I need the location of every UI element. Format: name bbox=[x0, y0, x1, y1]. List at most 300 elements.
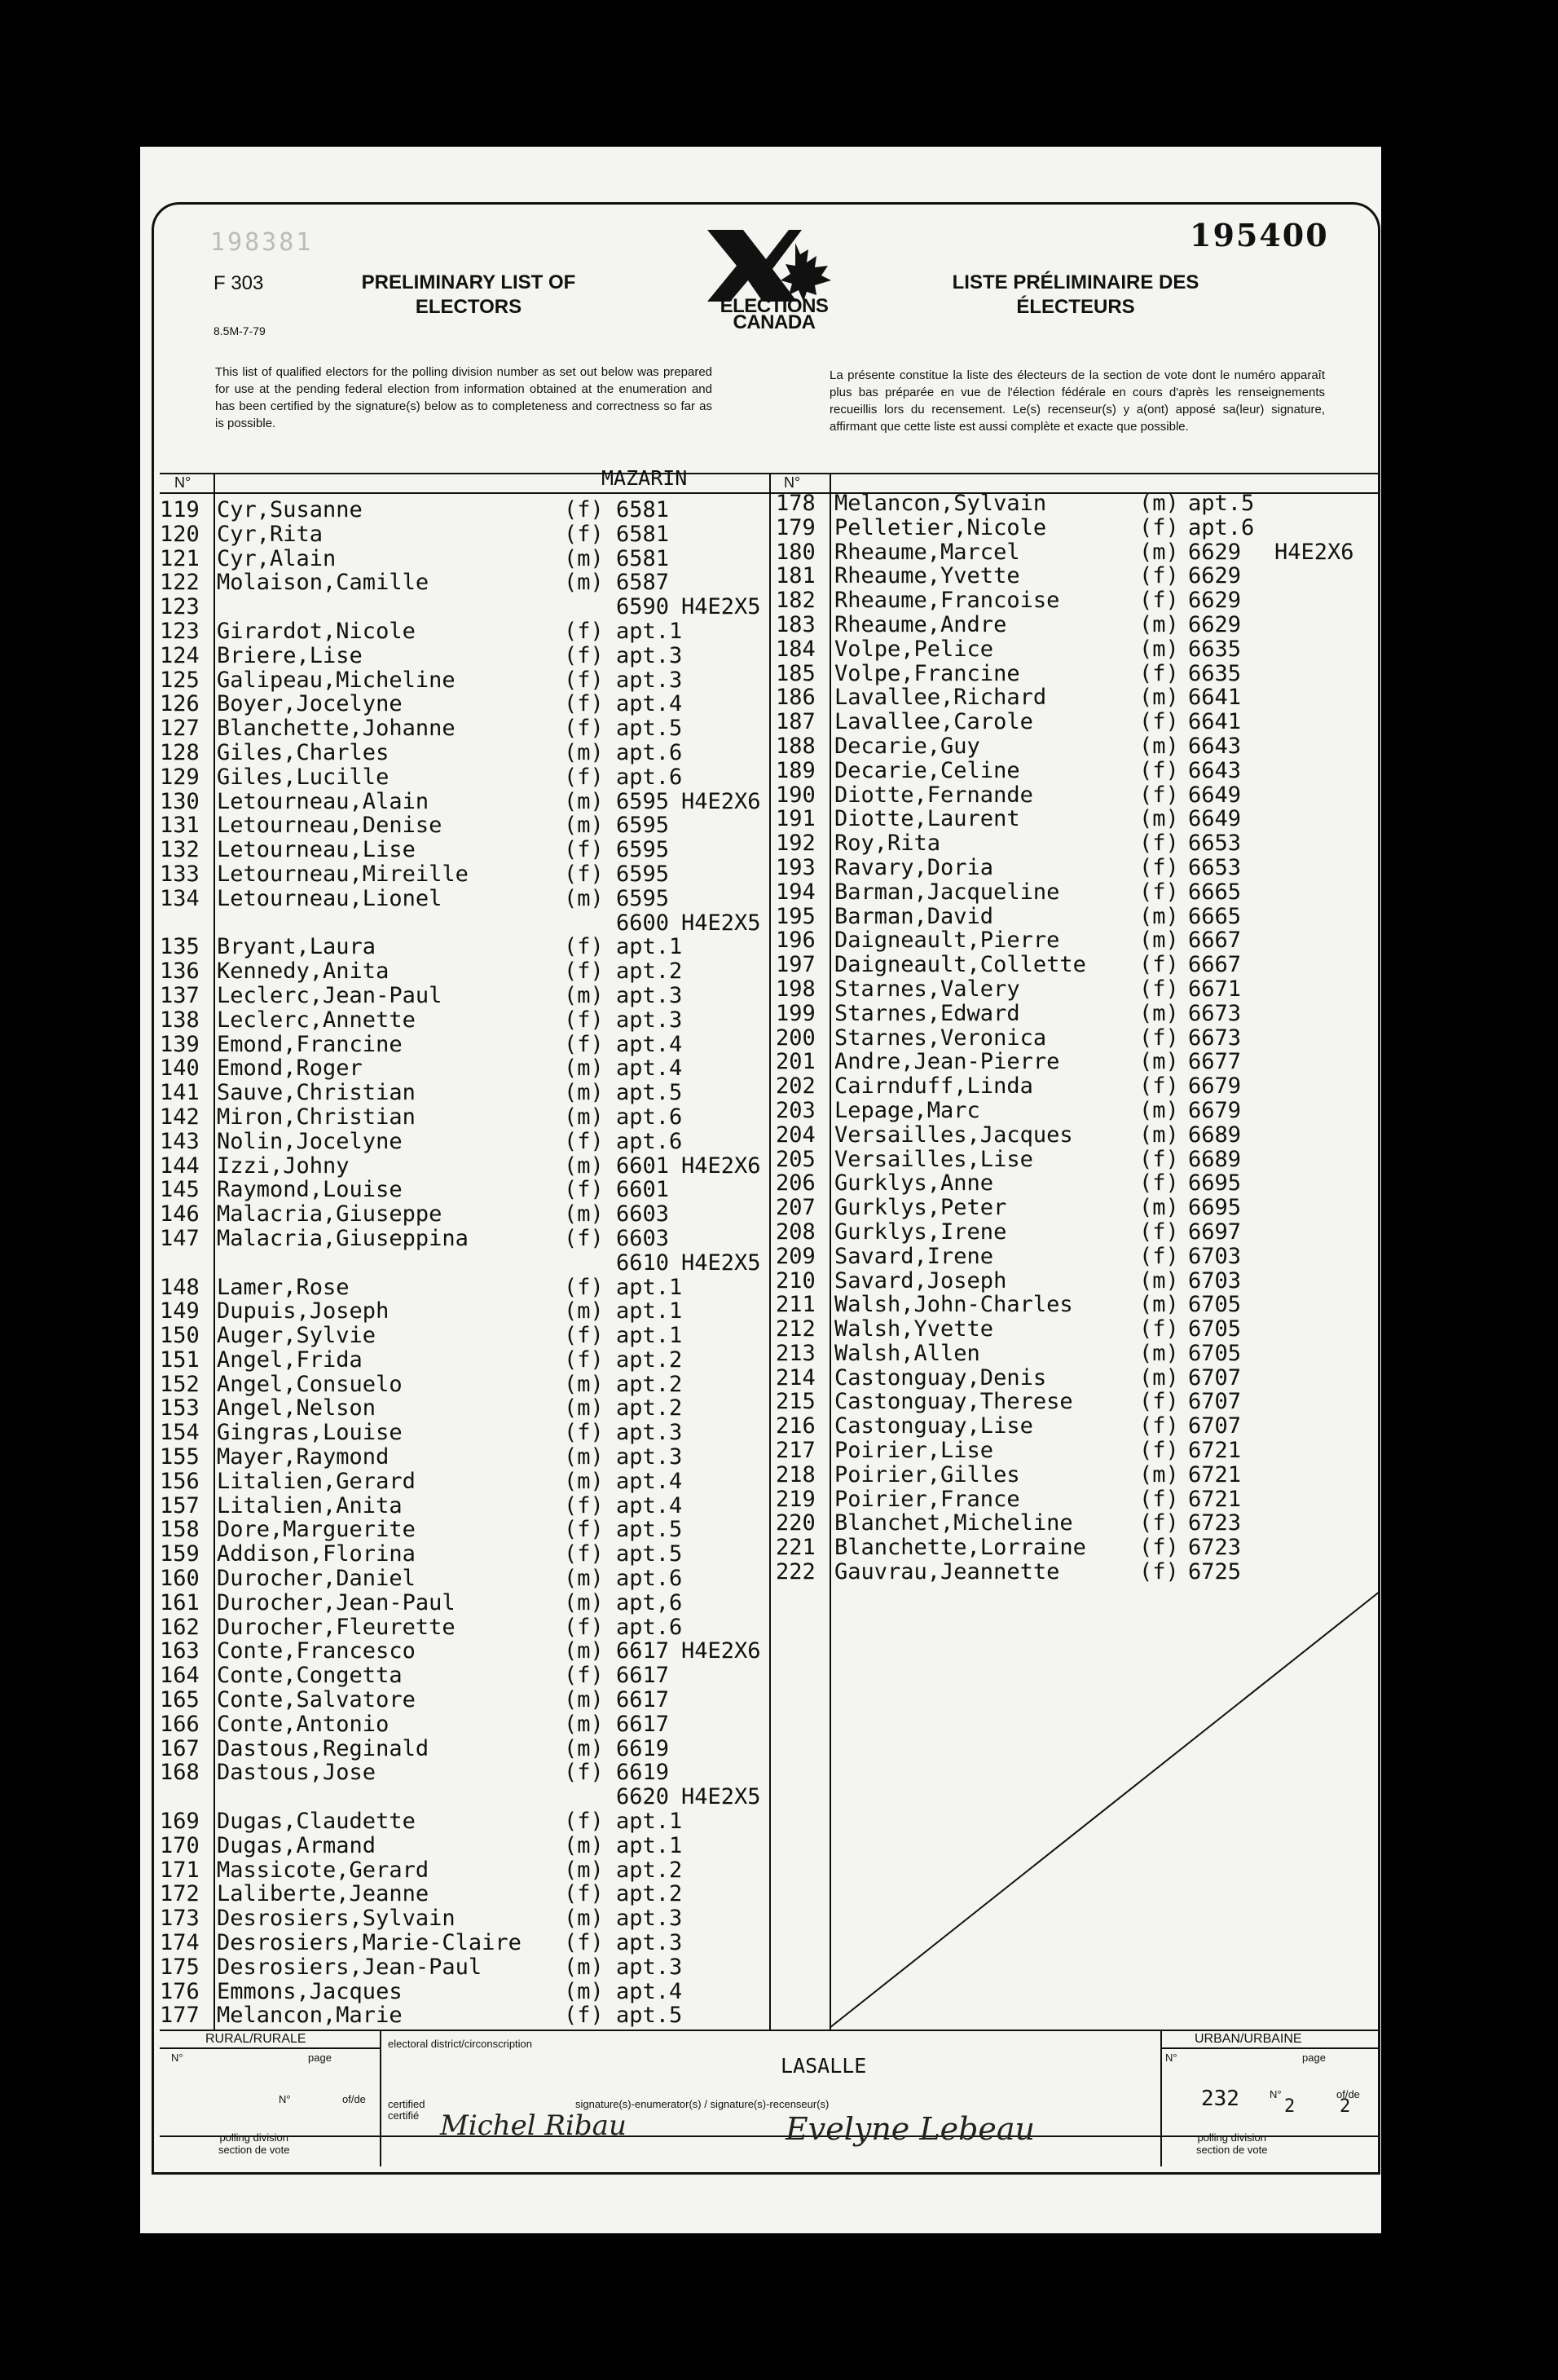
elector-number: 144 bbox=[160, 1153, 200, 1179]
elector-sex: (f) bbox=[564, 1274, 604, 1300]
footer-top-rule bbox=[160, 2030, 1380, 2031]
elector-sex: (m) bbox=[564, 1566, 604, 1592]
elector-row bbox=[776, 880, 1379, 905]
elector-address: 6581 bbox=[616, 497, 670, 522]
elector-sex: (m) bbox=[564, 1711, 604, 1737]
elector-sex: (f) bbox=[564, 1517, 604, 1543]
elector-name: Cyr,Rita bbox=[217, 521, 323, 547]
elector-sex: (m) bbox=[564, 1298, 604, 1324]
elector-name: Volpe,Pelice bbox=[834, 636, 994, 662]
elector-number: 182 bbox=[776, 588, 816, 614]
elector-number: 134 bbox=[160, 885, 200, 911]
elector-address: apt.6 bbox=[616, 764, 683, 790]
elector-row bbox=[160, 1154, 769, 1179]
elector-row bbox=[776, 1148, 1379, 1172]
elector-name: Dupuis,Joseph bbox=[217, 1298, 390, 1324]
elector-address: 6641 bbox=[1188, 685, 1242, 711]
elector-address: 6721 bbox=[1188, 1461, 1242, 1488]
elector-number: 191 bbox=[776, 806, 816, 832]
elector-number: 166 bbox=[160, 1711, 200, 1737]
elector-sex: (f) bbox=[564, 1225, 604, 1251]
elector-number: 171 bbox=[160, 1857, 200, 1883]
elector-sex: (f) bbox=[564, 837, 604, 863]
elector-address: 6653 bbox=[1188, 831, 1242, 857]
logo-wordmark: ELECTIONS CANADA bbox=[720, 295, 829, 333]
elector-name: Barman,Jacqueline bbox=[834, 879, 1060, 905]
elector-sex: (f) bbox=[564, 497, 604, 522]
elector-sex: (m) bbox=[1139, 491, 1179, 516]
elector-number: 190 bbox=[776, 782, 816, 808]
elector-number: 221 bbox=[776, 1535, 816, 1561]
elector-number: 193 bbox=[776, 854, 816, 880]
elector-row bbox=[160, 959, 769, 984]
elector-row bbox=[776, 831, 1379, 856]
elector-number: 173 bbox=[160, 1906, 200, 1932]
elector-name: Lavallee,Carole bbox=[834, 709, 1033, 735]
elector-row bbox=[160, 2003, 769, 2028]
elector-row bbox=[160, 1567, 769, 1591]
elector-row bbox=[160, 716, 769, 741]
elector-number: 222 bbox=[776, 1559, 816, 1585]
elector-row bbox=[776, 1414, 1379, 1439]
elector-name: Versailles,Jacques bbox=[834, 1122, 1073, 1148]
elector-sex: (f) bbox=[1139, 952, 1179, 978]
elector-address: 6705 bbox=[1188, 1316, 1242, 1342]
elector-number: 192 bbox=[776, 831, 816, 857]
elector-number: 216 bbox=[776, 1413, 816, 1439]
elector-name: Giles,Lucille bbox=[217, 764, 390, 790]
elector-row bbox=[160, 1396, 769, 1421]
elector-name: Litalien,Gerard bbox=[217, 1468, 416, 1494]
elector-name: Barman,David bbox=[834, 903, 994, 929]
elector-address: apt.6 bbox=[616, 1128, 683, 1154]
postal-code: H4E2X6 bbox=[1274, 539, 1354, 565]
elector-address: 6617 bbox=[616, 1638, 670, 1664]
elector-row bbox=[776, 977, 1379, 1002]
elector-address: 6619 bbox=[616, 1760, 670, 1786]
elector-address: apt.3 bbox=[616, 667, 683, 693]
elector-number: 120 bbox=[160, 521, 200, 547]
street-name: MAZARIN bbox=[601, 466, 688, 490]
district-value: LASALLE bbox=[781, 2054, 867, 2078]
elector-name: Nolin,Jocelyne bbox=[217, 1128, 403, 1154]
elector-name: Molaison,Camille bbox=[217, 570, 429, 596]
elector-address: apt.3 bbox=[616, 1420, 683, 1446]
elector-row bbox=[776, 734, 1379, 759]
elector-row bbox=[160, 1299, 769, 1324]
elector-number: 168 bbox=[160, 1760, 200, 1786]
signature-2: Evelyne Lebeau bbox=[786, 2111, 1036, 2147]
elector-address: 6695 bbox=[1188, 1195, 1242, 1221]
elector-sex: (f) bbox=[1139, 1559, 1179, 1585]
elector-row bbox=[776, 1511, 1379, 1536]
rural-of-label: of/de bbox=[342, 2093, 366, 2105]
elector-row bbox=[776, 905, 1379, 929]
right-electors-list bbox=[776, 491, 1379, 1584]
right-no-header: N° bbox=[784, 474, 801, 491]
elector-row bbox=[776, 1342, 1379, 1366]
elector-name: Diotte,Laurent bbox=[834, 806, 1020, 832]
elector-number: 200 bbox=[776, 1025, 816, 1051]
elector-name: Blanchette,Johanne bbox=[217, 716, 456, 742]
elector-number: 207 bbox=[776, 1195, 816, 1221]
void-diagonal bbox=[830, 1589, 1380, 2030]
elector-row bbox=[776, 759, 1379, 783]
elector-number: 155 bbox=[160, 1444, 200, 1470]
elector-row bbox=[776, 1196, 1379, 1220]
elector-row bbox=[776, 1439, 1379, 1463]
elector-address: 6629 bbox=[1188, 588, 1242, 614]
elector-sex: (m) bbox=[1139, 1292, 1179, 1318]
elector-row bbox=[160, 862, 769, 887]
elector-number: 220 bbox=[776, 1510, 816, 1536]
elector-number: 184 bbox=[776, 636, 816, 662]
elector-address: 6610 bbox=[616, 1250, 670, 1276]
elector-row bbox=[776, 613, 1379, 637]
rural-divider bbox=[380, 2030, 381, 2166]
elector-row bbox=[160, 1130, 769, 1154]
elector-address: 6595 bbox=[616, 861, 670, 887]
elector-sex: (f) bbox=[564, 521, 604, 547]
elector-sex: (f) bbox=[564, 1809, 604, 1835]
elector-sex: (m) bbox=[564, 885, 604, 911]
elector-name: Litalien,Anita bbox=[217, 1492, 403, 1518]
elector-sex: (m) bbox=[564, 1906, 604, 1932]
elector-sex: (f) bbox=[1139, 757, 1179, 783]
rural-rule bbox=[160, 2047, 380, 2049]
elector-name: Briere,Lise bbox=[217, 642, 363, 668]
elector-number: 156 bbox=[160, 1468, 200, 1494]
elector-sex: (f) bbox=[564, 861, 604, 887]
elector-sex: (m) bbox=[564, 1371, 604, 1397]
elector-name: Bryant,Laura bbox=[217, 934, 376, 960]
elector-name: Castonguay,Lise bbox=[834, 1413, 1033, 1439]
elector-row bbox=[776, 1050, 1379, 1074]
elector-number: 163 bbox=[160, 1638, 200, 1664]
elector-name: Lepage,Marc bbox=[834, 1097, 980, 1123]
form-code: F 303 bbox=[213, 272, 264, 294]
elector-row bbox=[776, 1390, 1379, 1414]
elector-address: 6679 bbox=[1188, 1097, 1242, 1123]
elector-row bbox=[160, 1591, 769, 1615]
elector-row bbox=[160, 1105, 769, 1130]
elector-address: apt.4 bbox=[616, 1492, 683, 1518]
elector-name: Versailles,Lise bbox=[834, 1146, 1033, 1172]
elector-sex: (m) bbox=[564, 1056, 604, 1082]
elector-name: Blanchette,Lorraine bbox=[834, 1535, 1086, 1561]
elector-name: Pelletier,Nicole bbox=[834, 514, 1047, 540]
elector-address: 6587 bbox=[616, 570, 670, 596]
elector-address: apt.1 bbox=[616, 1809, 683, 1835]
elector-sex: (f) bbox=[564, 1420, 604, 1446]
elector-row bbox=[776, 1099, 1379, 1123]
elector-row bbox=[160, 1664, 769, 1688]
elector-row bbox=[776, 1245, 1379, 1269]
elector-number: 217 bbox=[776, 1438, 816, 1464]
elector-address: 6590 bbox=[616, 594, 670, 620]
elector-name: Savard,Irene bbox=[834, 1243, 994, 1269]
elector-sex: (m) bbox=[1139, 928, 1179, 954]
elector-address: 6581 bbox=[616, 521, 670, 547]
elector-number: 214 bbox=[776, 1364, 816, 1391]
elector-sex: (m) bbox=[564, 1954, 604, 1980]
elector-address: apt.6 bbox=[1188, 514, 1255, 540]
elector-name: Letourneau,Lise bbox=[217, 837, 416, 863]
elector-row bbox=[776, 637, 1379, 662]
elector-address: 6649 bbox=[1188, 806, 1242, 832]
elector-sex: (m) bbox=[1139, 806, 1179, 832]
elector-address: apt,6 bbox=[616, 1589, 683, 1615]
left-no-header: N° bbox=[174, 474, 191, 491]
elector-row bbox=[160, 1518, 769, 1542]
elector-row bbox=[160, 1276, 769, 1300]
elector-address: 6581 bbox=[616, 545, 670, 571]
elector-sex: (f) bbox=[1139, 1389, 1179, 1415]
elector-number: 128 bbox=[160, 739, 200, 765]
elector-address: 6620 bbox=[616, 1784, 670, 1810]
elector-sex: (f) bbox=[564, 764, 604, 790]
elector-address: 6703 bbox=[1188, 1243, 1242, 1269]
elector-number: 172 bbox=[160, 1881, 200, 1907]
elector-number: 140 bbox=[160, 1056, 200, 1082]
elector-name: Starnes,Veronica bbox=[834, 1025, 1047, 1051]
elector-address: 6673 bbox=[1188, 1025, 1242, 1051]
elector-address: 6689 bbox=[1188, 1146, 1242, 1172]
elector-name: Cyr,Susanne bbox=[217, 497, 363, 522]
elector-address: 6617 bbox=[616, 1663, 670, 1689]
elector-number: 153 bbox=[160, 1395, 200, 1421]
elector-address: 6643 bbox=[1188, 757, 1242, 783]
urban-rule bbox=[1160, 2047, 1380, 2049]
elector-row bbox=[776, 516, 1379, 540]
elector-row bbox=[160, 1955, 769, 1980]
elector-sex: (m) bbox=[564, 545, 604, 571]
elector-row bbox=[160, 1688, 769, 1712]
elector-name: Dugas,Armand bbox=[217, 1832, 376, 1858]
elector-address: apt.1 bbox=[616, 1832, 683, 1858]
elector-name: Gauvrau,Jeannette bbox=[834, 1559, 1060, 1585]
elector-address: apt.2 bbox=[616, 959, 683, 985]
serial-number: 195400 bbox=[1190, 217, 1329, 253]
rural-polling-label: polling division section de vote bbox=[218, 2131, 290, 2156]
elector-row bbox=[776, 588, 1379, 613]
elector-sex: (m) bbox=[564, 1687, 604, 1713]
elector-row bbox=[160, 644, 769, 668]
elector-name: Raymond,Louise bbox=[217, 1177, 403, 1203]
elector-row bbox=[776, 1536, 1379, 1560]
elector-number: 132 bbox=[160, 837, 200, 863]
elector-address: 6707 bbox=[1188, 1389, 1242, 1415]
elector-address: 6703 bbox=[1188, 1267, 1242, 1294]
elector-address: 6595 bbox=[616, 788, 670, 814]
elector-row bbox=[776, 710, 1379, 734]
elector-row bbox=[160, 838, 769, 862]
elector-row bbox=[776, 1463, 1379, 1488]
postal-code: H4E2X6 bbox=[681, 1153, 761, 1179]
elector-number: 136 bbox=[160, 959, 200, 985]
elector-address: 6679 bbox=[1188, 1073, 1242, 1100]
elector-row bbox=[776, 662, 1379, 686]
elector-address: 6653 bbox=[1188, 854, 1242, 880]
elector-row bbox=[160, 1615, 769, 1640]
elector-address: apt.5 bbox=[616, 1517, 683, 1543]
elector-name: Emond,Roger bbox=[217, 1056, 363, 1082]
elector-row bbox=[776, 1488, 1379, 1512]
elector-sex: (f) bbox=[564, 1007, 604, 1033]
elector-number: 149 bbox=[160, 1298, 200, 1324]
elector-name: Conte,Francesco bbox=[217, 1638, 416, 1664]
elector-sex: (m) bbox=[564, 1978, 604, 2004]
elector-number: 141 bbox=[160, 1080, 200, 1106]
elector-name: Giles,Charles bbox=[217, 739, 390, 765]
urban-divider bbox=[1160, 2030, 1162, 2166]
elector-address: apt.3 bbox=[616, 642, 683, 668]
elector-row bbox=[160, 741, 769, 765]
elector-sex: (m) bbox=[564, 1832, 604, 1858]
elector-sex: (m) bbox=[1139, 1461, 1179, 1488]
elector-name: Galipeau,Micheline bbox=[217, 667, 456, 693]
elector-number: 204 bbox=[776, 1122, 816, 1148]
elector-name: Letourneau,Alain bbox=[217, 788, 429, 814]
elector-row bbox=[160, 1056, 769, 1081]
elector-row bbox=[776, 1293, 1379, 1317]
elector-name: Gingras,Louise bbox=[217, 1420, 403, 1446]
elector-sex: (f) bbox=[564, 1663, 604, 1689]
elector-name: Massicote,Gerard bbox=[217, 1857, 429, 1883]
elector-address: 6600 bbox=[616, 910, 670, 936]
elector-row bbox=[160, 522, 769, 547]
elector-address: apt.4 bbox=[616, 1468, 683, 1494]
elector-address: 6603 bbox=[616, 1201, 670, 1227]
elector-address: 6595 bbox=[616, 885, 670, 911]
elector-number: 119 bbox=[160, 497, 200, 522]
elector-sex: (f) bbox=[1139, 563, 1179, 589]
bleed-through-number: 198381 bbox=[210, 228, 314, 257]
elector-name: Letourneau,Mireille bbox=[217, 861, 469, 887]
elector-row bbox=[160, 887, 769, 911]
elector-number: 178 bbox=[776, 491, 816, 516]
elector-sex: (f) bbox=[564, 1031, 604, 1057]
elector-number: 154 bbox=[160, 1420, 200, 1446]
elector-name: Castonguay,Therese bbox=[834, 1389, 1073, 1415]
elector-address: apt.5 bbox=[616, 1080, 683, 1106]
elector-address: apt.2 bbox=[616, 1371, 683, 1397]
elector-sex: (f) bbox=[1139, 1219, 1179, 1245]
elector-row bbox=[160, 1348, 769, 1373]
elector-number: 135 bbox=[160, 934, 200, 960]
elector-sex: (m) bbox=[564, 1444, 604, 1470]
elector-address: 6705 bbox=[1188, 1292, 1242, 1318]
elector-address: 6641 bbox=[1188, 709, 1242, 735]
elector-number: 164 bbox=[160, 1663, 200, 1689]
elector-address: apt.4 bbox=[616, 1031, 683, 1057]
elector-number: 176 bbox=[160, 1978, 200, 2004]
postal-code: H4E2X5 bbox=[681, 910, 761, 936]
elector-name: Andre,Jean-Pierre bbox=[834, 1049, 1060, 1075]
elector-name: Gurklys,Anne bbox=[834, 1170, 994, 1197]
elector-number: 174 bbox=[160, 1930, 200, 1956]
elector-number: 179 bbox=[776, 514, 816, 540]
elector-name: Walsh,Yvette bbox=[834, 1316, 994, 1342]
elector-name: Poirier,Lise bbox=[834, 1438, 994, 1464]
elector-number: 162 bbox=[160, 1614, 200, 1640]
elector-name: Durocher,Fleurette bbox=[217, 1614, 456, 1640]
elector-name: Boyer,Jocelyne bbox=[217, 691, 403, 717]
elector-row bbox=[776, 928, 1379, 953]
elector-name: Blanchet,Micheline bbox=[834, 1510, 1073, 1536]
elector-number: 185 bbox=[776, 660, 816, 686]
elector-address: 6673 bbox=[1188, 1000, 1242, 1026]
form-date: 8.5M-7-79 bbox=[213, 324, 266, 337]
elector-row bbox=[776, 856, 1379, 880]
elector-name: Letourneau,Lionel bbox=[217, 885, 442, 911]
elector-number: 213 bbox=[776, 1340, 816, 1366]
elector-name: Conte,Congetta bbox=[217, 1663, 403, 1689]
elector-number: 219 bbox=[776, 1486, 816, 1512]
elector-sex: (m) bbox=[1139, 1364, 1179, 1391]
elector-number: 201 bbox=[776, 1049, 816, 1075]
elector-number: 123 bbox=[160, 618, 200, 644]
elector-sex: (m) bbox=[564, 1735, 604, 1761]
elector-sex: (f) bbox=[564, 934, 604, 960]
elector-address: 6649 bbox=[1188, 782, 1242, 808]
elector-row bbox=[160, 911, 769, 936]
elector-address: apt.4 bbox=[616, 1056, 683, 1082]
elector-sex: (m) bbox=[1139, 1049, 1179, 1075]
elector-number: 142 bbox=[160, 1104, 200, 1130]
elector-row bbox=[160, 498, 769, 522]
elector-sex: (f) bbox=[1139, 782, 1179, 808]
elector-name: Kennedy,Anita bbox=[217, 959, 390, 985]
elector-address: 6705 bbox=[1188, 1340, 1242, 1366]
elector-number: 121 bbox=[160, 545, 200, 571]
elector-name: Gurklys,Peter bbox=[834, 1195, 1007, 1221]
elector-row bbox=[776, 953, 1379, 977]
elector-row bbox=[160, 984, 769, 1008]
elector-number: 181 bbox=[776, 563, 816, 589]
elector-address: 6697 bbox=[1188, 1219, 1242, 1245]
elector-address: apt.6 bbox=[616, 1104, 683, 1130]
elector-sex: (m) bbox=[564, 1201, 604, 1227]
elector-row bbox=[160, 1373, 769, 1397]
elector-address: apt.5 bbox=[616, 2003, 683, 2029]
elector-number: 165 bbox=[160, 1687, 200, 1713]
elector-sex: (f) bbox=[1139, 1486, 1179, 1512]
elector-sex: (f) bbox=[564, 1346, 604, 1373]
elector-sex: (m) bbox=[564, 1104, 604, 1130]
elector-sex: (f) bbox=[564, 691, 604, 717]
elector-number: 210 bbox=[776, 1267, 816, 1294]
elector-sex: (m) bbox=[1139, 539, 1179, 565]
urban-of-label: of/de bbox=[1336, 2088, 1360, 2100]
elector-address: apt.2 bbox=[616, 1857, 683, 1883]
elector-number: 159 bbox=[160, 1541, 200, 1567]
elector-address: apt.3 bbox=[616, 1906, 683, 1932]
elector-row bbox=[160, 813, 769, 838]
elector-address: 6695 bbox=[1188, 1170, 1242, 1197]
elector-row bbox=[160, 1445, 769, 1470]
elector-row bbox=[776, 1123, 1379, 1148]
elector-sex: (f) bbox=[564, 1177, 604, 1203]
elector-row bbox=[160, 1834, 769, 1858]
elector-number: 205 bbox=[776, 1146, 816, 1172]
elector-name: Walsh,John-Charles bbox=[834, 1292, 1073, 1318]
elector-name: Rheaume,Andre bbox=[834, 611, 1007, 637]
elector-sex: (m) bbox=[1139, 636, 1179, 662]
elector-sex: (f) bbox=[1139, 879, 1179, 905]
signature-1: Michel Ribau bbox=[440, 2109, 627, 2142]
elector-name: Melancon,Marie bbox=[217, 2003, 403, 2029]
